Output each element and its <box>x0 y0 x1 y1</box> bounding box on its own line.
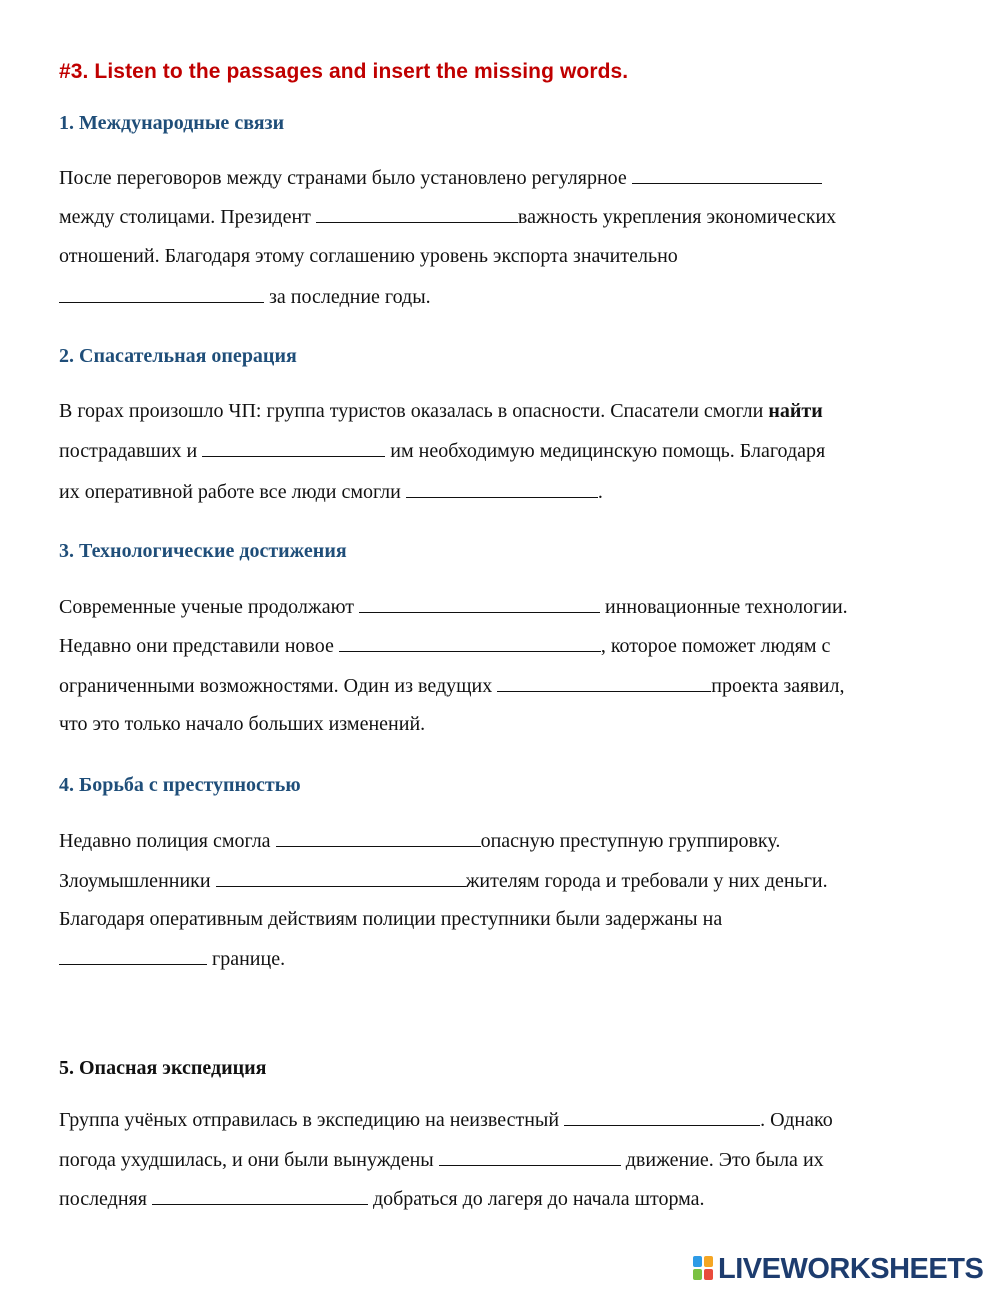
section-1-line-2: между столицами. Президент важность укрепления экономических <box>59 206 837 228</box>
answer-blank-4[interactable] <box>202 438 385 457</box>
section-3-line-4: что это только начало больших изменений. <box>59 713 426 735</box>
section-4-line-4: границе. <box>59 946 285 971</box>
section-4-line-1: Недавно полиция смогла опасную преступную группировку. <box>59 830 781 852</box>
logo-text: LIVEWORKSHEETS <box>718 1253 984 1285</box>
section-5-line-3: последняя добраться до лагеря до начала шторма. <box>59 1188 705 1210</box>
section-3-line-2: Недавно они представили новое , которое поможет людям с <box>59 635 831 657</box>
answer-blank-1[interactable] <box>632 165 822 184</box>
section-4-line-3: Благодаря оперативным действиям полиции преступники были задержаны на <box>59 908 723 930</box>
logo-mark-icon <box>693 1256 715 1282</box>
answer-blank-11[interactable] <box>59 946 207 965</box>
section-2-line-1: В горах произошло ЧП: группа туристов оказалась в опасности. Спасатели смогли найти <box>59 400 823 422</box>
section-1-line-3: отношений. Благодаря этому соглашению уровень экспорта значительно <box>59 245 678 267</box>
bold-word: найти <box>768 400 823 422</box>
answer-blank-3[interactable] <box>59 284 264 303</box>
section-4-heading: 4. Борьба с преступностью <box>59 774 301 796</box>
page-title: #3. Listen to the passages and insert the missing words. <box>59 60 629 83</box>
answer-blank-5[interactable] <box>406 479 598 498</box>
section-2-heading: 2. Спасательная операция <box>59 345 297 367</box>
answer-blank-8[interactable] <box>497 673 711 692</box>
section-2-line-2: пострадавших и им необходимую медицинскую помощь. Благодаря <box>59 440 826 462</box>
section-1-heading: 1. Международные связи <box>59 112 285 134</box>
section-1-line-1: После переговоров между странами было установлено регулярное <box>59 165 822 190</box>
answer-blank-7[interactable] <box>339 633 601 652</box>
section-5-line-1: Группа учёных отправилась в экспедицию на неизвестный . Однако <box>59 1109 833 1131</box>
answer-blank-12[interactable] <box>564 1107 760 1126</box>
answer-blank-10[interactable] <box>216 868 466 887</box>
section-5-line-2: погода ухудшилась, и они были вынуждены движение. Это была их <box>59 1149 824 1171</box>
section-3-line-1: Современные ученые продолжают инновационные технологии. <box>59 596 848 618</box>
liveworksheets-logo <box>693 1254 983 1284</box>
section-3-heading: 3. Технологические достижения <box>59 540 347 562</box>
section-4-line-2: Злоумышленники жителям города и требовали у них деньги. <box>59 870 828 892</box>
answer-blank-6[interactable] <box>359 594 600 613</box>
answer-blank-14[interactable] <box>152 1186 368 1205</box>
answer-blank-13[interactable] <box>439 1147 621 1166</box>
section-3-line-3: ограниченными возможностями. Один из ведущих проекта заявил, <box>59 675 845 697</box>
answer-blank-2[interactable] <box>316 204 518 223</box>
section-5-heading: 5. Опасная экспедиция <box>59 1057 267 1079</box>
section-1-line-4: за последние годы. <box>59 284 431 309</box>
answer-blank-9[interactable] <box>276 828 481 847</box>
section-2-line-3: их оперативной работе все люди смогли . <box>59 481 603 503</box>
